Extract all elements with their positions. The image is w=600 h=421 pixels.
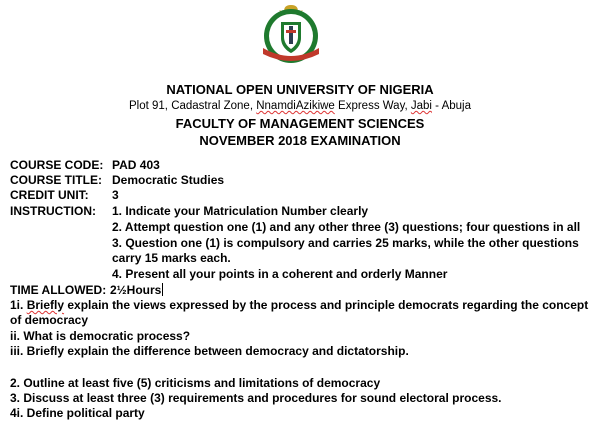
course-title-label: COURSE TITLE: — [10, 173, 102, 187]
instruction-line-5: 4. Present all your points in a coherent and orderly Manner — [112, 267, 448, 281]
instruction-line-2: 2. Attempt question one (1) and any other three (3) questions; four questions in all — [112, 220, 581, 234]
time-allowed-value: 2½Hours — [110, 283, 162, 297]
instruction-line-3: 3. Question one (1) is compulsory and carries 25 marks, while the other questions — [112, 236, 579, 250]
course-title-value: Democratic Studies — [112, 173, 225, 187]
instruction-line-1: 1. Indicate your Matriculation Number clearly — [112, 204, 369, 218]
question-1i: 1i. Briefly explain the views expressed by the process and principle democrats regarding the concept — [10, 298, 589, 312]
university-name: NATIONAL OPEN UNIVERSITY OF NIGERIA — [166, 82, 434, 97]
question-3: 3. Discuss at least three (3) requirements and procedures for sound electoral process. — [10, 391, 502, 405]
instruction-label: INSTRUCTION: — [10, 204, 96, 218]
question-4i: 4i. Define political party — [10, 406, 145, 420]
question-2: 2. Outline at least five (5) criticisms and limitations of democracy — [10, 376, 381, 390]
exam-title: NOVEMBER 2018 EXAMINATION — [199, 133, 401, 148]
university-address: Plot 91, Cadastral Zone, NnamdiAzikiwe Express Way, Jabi - Abuja — [129, 100, 471, 112]
question-1ii: ii. What is democratic process? — [10, 329, 191, 343]
instruction-line-4: carry 15 marks each. — [112, 251, 231, 265]
question-1i-continued: of democracy — [10, 313, 89, 327]
faculty-title: FACULTY OF MANAGEMENT SCIENCES — [175, 116, 425, 131]
time-allowed-label: TIME ALLOWED: — [10, 283, 107, 297]
credit-unit-value: 3 — [112, 188, 119, 202]
university-logo — [249, 2, 333, 66]
text-cursor — [162, 283, 163, 296]
course-code-value: PAD 403 — [112, 158, 160, 172]
credit-unit-label: CREDIT UNIT: — [10, 188, 89, 202]
question-1iii: iii. Briefly explain the difference between democracy and dictatorship. — [10, 344, 409, 358]
course-code-label: COURSE CODE: — [10, 158, 104, 172]
